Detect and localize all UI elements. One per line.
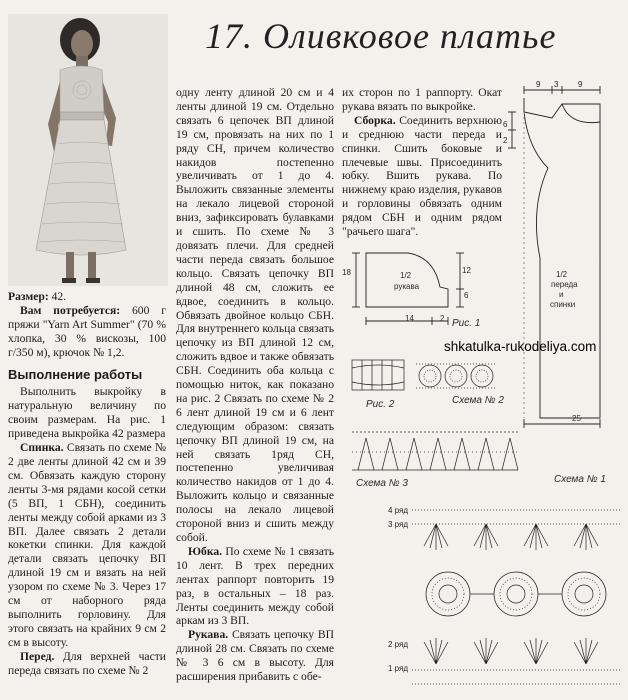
- size-value: 42.: [48, 290, 67, 303]
- front-text: Для верхней части переда связать по схеме № 2: [8, 649, 166, 677]
- scheme3-diagram: [348, 418, 522, 476]
- row-label-4: 4 ряд: [388, 506, 409, 515]
- sleeve-text: Связать цепочку ВП длиной 28 см. Связать по схеме № 3 6 см в высоту. Для расширения прибавить с обе-: [176, 628, 334, 684]
- body-pattern-diagram: [500, 78, 620, 428]
- sleeve-dim-side2: 6: [464, 291, 469, 300]
- sleeve-dim-w1: 14: [405, 314, 414, 323]
- dim-left-2: 2: [503, 136, 508, 145]
- body-label-3: и: [559, 290, 564, 299]
- sleeve-paragraph: [176, 628, 334, 684]
- size-paragraph: [8, 290, 166, 304]
- materials-text: 600 г пряжи "Yarn Art Summer" (70 % хлопка, 30 % вискозы, 100 г/350 м), крючок № 1,2.: [8, 303, 166, 359]
- assembly-label: Сборка.: [354, 113, 396, 127]
- assembly-text: Соединить верхнюю и среднюю части переда и спинки. Сшить боковые и плечевые швы. Присоединить юбку. Вшить рукава. По нижнему краю изделия, рукавов и горловины обвязать одним рядом СБН и одним рядом "рачьего шага".: [342, 113, 502, 239]
- front-continued-paragraph: одну ленту длиной 20 см и 4 ленты длиной 19 см. Отдельно связать 6 цепочек ВП длиной 19 см, провязать на них по 1 ряду СН, причем количество накидов постепенно увеличивать от 1 до 4. Выложить связанные элементы на лекало лицевой стороной вниз, зафиксировать булавками и сшить. По схеме № 3 довязать плечи. Для средней части переда связать большое кольцо. Связать цепочку ВП длиной 48 см, сложить ее вдвое, соединить в кольцо. Обвязать двойное кольцо СБН. Для внутреннего кольца связать цепочку из ВП длиной 12 см, сложить вдвое и также обвязать СБН. Соединить оба кольца с помощью ниток, как показано на рис. 2 Связать по схеме № 2 6 лент длиной 19 см и 6 лент следующим образом: связать цепочку ВП длиной 19 см, на ней связать 1ряд СН, постепенно увеличивая количество накидов от 1 до 4. Выложить кольцо и связанные полосы на лекало лицевой стороной вниз и сшить между собой.: [176, 86, 334, 544]
- body-label-4: спинки: [550, 300, 576, 309]
- text-column-middle: [176, 86, 334, 684]
- back-paragraph: [8, 441, 166, 650]
- sleeve-dim-side: 12: [462, 266, 471, 275]
- page-title: 17. Оливковое платье: [205, 16, 557, 56]
- sleeve-label-2: рукава: [394, 282, 420, 291]
- body-label-2: переда: [551, 280, 578, 289]
- dim-left-1: 6: [503, 120, 508, 129]
- sleeve-label: Рукава.: [188, 628, 229, 642]
- scheme1-diagram: [410, 494, 624, 698]
- sleeve-continued-paragraph: их сторон по 1 раппорту. Окат рукава вязать по выкройке.: [342, 86, 502, 113]
- dim-top-1: 9: [536, 80, 541, 89]
- back-text: Связать по схеме № 2 две ленты длиной 42 см и 39 см. Обвязать каждую сторону ленты 3-мя рядами косой сетки (5 ВП, 1 СБН), соединить ленты между собой арками из 3 ВП. Далее связать 2 детали кокетки спинки. Для каждой детали связать цепочку ВП длиной 19 см и вязать на ней узором по схеме № 3. Через 17 см от наборного ряда выполнить горловину. Для этого связать на крайних 9 см 2 см в высоту.: [8, 441, 166, 649]
- dim-top-2: 3: [554, 80, 559, 89]
- skirt-text: По схеме № 1 связать 10 лент. В трех передних лентах раппорт повторить 19 раз, в остальных – 18 раз. Ленты соединить между собой аркам из 3 ВП.: [176, 544, 334, 628]
- row-label-3: 3 ряд: [388, 520, 409, 529]
- scheme2-caption: Схема № 2: [452, 395, 504, 406]
- fig1-caption: Рис. 1: [452, 318, 481, 329]
- assembly-paragraph: [342, 114, 502, 239]
- scheme3-caption: Схема № 3: [356, 478, 408, 489]
- site-watermark: shkatulka-rukodeliya.com: [444, 339, 597, 354]
- scheme1-caption: Схема № 1: [554, 474, 606, 485]
- ring-diagram: [348, 356, 498, 396]
- front-paragraph: [8, 650, 166, 678]
- skirt-label: Юбка.: [188, 544, 223, 558]
- section-heading: Выполнение работы: [8, 366, 143, 382]
- row-label-2: 2 ряд: [388, 640, 409, 649]
- dim-top-3: 9: [578, 80, 583, 89]
- model-photo: [8, 14, 168, 286]
- intro-paragraph: Выполнить выкройку в натуральную величину по своим размерам. На рис. 1 приведена выкройка 42 размера: [8, 385, 166, 441]
- back-label: Спинка.: [20, 441, 64, 455]
- skirt-paragraph: [176, 545, 334, 628]
- materials-label: Вам потребуется:: [20, 303, 121, 317]
- fig2-caption: Рис. 2: [366, 399, 395, 410]
- materials-paragraph: [8, 304, 166, 360]
- size-label: Размер:: [8, 290, 49, 303]
- dim-bottom: 25: [572, 414, 581, 423]
- text-column-right: [342, 86, 502, 239]
- sleeve-dim-h: 18: [342, 268, 351, 277]
- text-column-left: [8, 290, 166, 677]
- row-label-1: 1 ряд: [388, 664, 409, 673]
- sleeve-dim-w2: 2: [440, 314, 445, 323]
- body-label-1: 1/2: [556, 270, 568, 279]
- front-label: Перед.: [20, 649, 55, 663]
- sleeve-label-1: 1/2: [400, 271, 412, 280]
- dress-model-image: [8, 14, 168, 286]
